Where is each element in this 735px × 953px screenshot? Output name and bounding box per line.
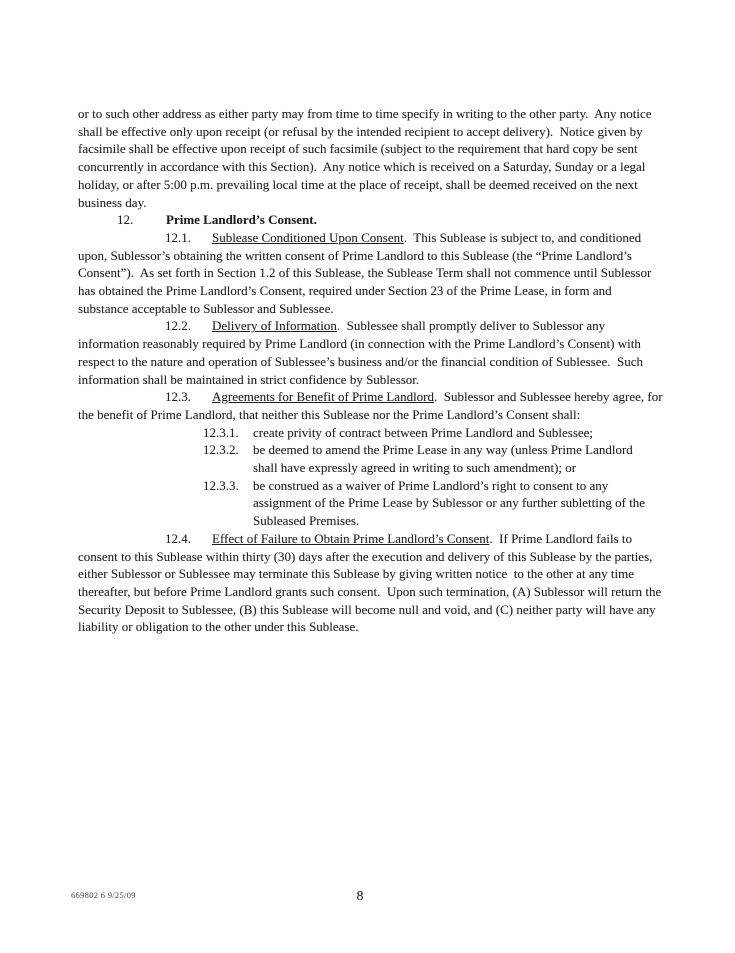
clause-12-3-2-text: be deemed to amend the Prime Lease in any way (unless Prime Landlord shall have expressly agreed in writing to such amendment); or xyxy=(253,442,637,476)
clause-12-1 xyxy=(78,229,663,318)
clause-12-3-1-text: create privity of contract between Prime Landlord and Sublessee; xyxy=(253,424,594,440)
page-number: 8 xyxy=(356,889,364,904)
clause-12-3-number: 12.3. xyxy=(165,389,191,405)
clause-12-3 xyxy=(78,388,666,423)
clause-12-2-title: Delivery of Information xyxy=(212,318,337,334)
clause-12-3-2 xyxy=(78,441,656,476)
section-12-title: Prime Landlord’s Consent. xyxy=(166,212,317,228)
clause-12-3-text: . Sublessor and Sublessee hereby agree, for the benefit of Prime Landlord, that neither this Sublease nor the Prime Landlord’s Consent shall: xyxy=(78,389,666,422)
clause-12-1-title: Sublease Conditioned Upon Consent xyxy=(212,229,404,245)
clause-12-4-text: . If Prime Landlord fails to consent to this Sublease within thirty (30) days after the execution and delivery of this Sublease by the parties, either Sublessor or Sublessee may terminate this Sublease by giving written notice to the other at any time thereafter, but before Prime Landlord grants such consent. Upon such termination, (A) Sublessor will return the Security Deposit to Sublessee, (B) this Sublease will become null and void, and (C) neither party will have any liability or obligation to the other under this Sublease. xyxy=(78,530,665,635)
notice-continuation-paragraph: or to such other address as either party may from time to time specify in writing to the other party. Any notice shall be effective only upon receipt (or refusal by the intended recipient to accept delivery). Notice given by facsimile shall be effective upon receipt of such facsimile (subject to the requirement that hard copy be sent concurrently in accordance with this Section). Any notice which is received on a Saturday, Sunday or a legal holiday, or after 5:00 p.m. prevailing local time at the place of receipt, shall be deemed received on the next business day. xyxy=(78,106,655,210)
clause-12-3-3 xyxy=(78,477,656,530)
section-12-number: 12. xyxy=(117,212,134,228)
clause-12-3-1-number: 12.3.1. xyxy=(203,424,239,440)
clause-12-4-title: Effect of Failure to Obtain Prime Landlord’s Consent xyxy=(212,530,490,546)
clause-12-4 xyxy=(78,530,663,636)
doc-control-number: 669802 6 9/25/09 xyxy=(71,890,136,900)
clause-12-2-number: 12.2. xyxy=(165,318,191,334)
clause-12-2-text: . Sublessee shall promptly deliver to Sublessor any information reasonably required by Prime Landlord (in connection with the Prime Landlord’s Consent) with respect to the nature and operation of Sublessee’s business and/or the financial condition of Sublessee. Such information shall be maintained in strict confidence by Sublessor. xyxy=(78,318,647,387)
clause-12-1-number: 12.1. xyxy=(165,229,191,245)
clause-12-3-2-number: 12.3.2. xyxy=(203,442,239,458)
clause-12-4-number: 12.4. xyxy=(165,530,191,546)
clause-12-3-title: Agreements for Benefit of Prime Landlord xyxy=(212,389,435,405)
clause-12-2 xyxy=(78,317,663,388)
clause-12-3-1 xyxy=(78,424,656,442)
section-12-heading xyxy=(78,211,663,229)
clause-12-3-3-text: be construed as a waiver of Prime Landlord’s right to consent to any assignment of the Prime Lease by Sublessor or any further subletting of the Subleased Premises. xyxy=(253,477,649,529)
clause-12-1-text: . This Sublease is subject to, and conditioned upon, Sublessor’s obtaining the written consent of Prime Landlord to this Sublease (the “Prime Landlord’s Consent”). As set forth in Section 1.2 of this Sublease, the Sublease Term shall not commence until Sublessor has obtained the Prime Landlord’s Consent, required under Section 23 of the Prime Lease, in form and substance acceptable to Sublessor and Sublessee. xyxy=(78,229,655,316)
clause-12-3-3-number: 12.3.3. xyxy=(203,477,239,493)
